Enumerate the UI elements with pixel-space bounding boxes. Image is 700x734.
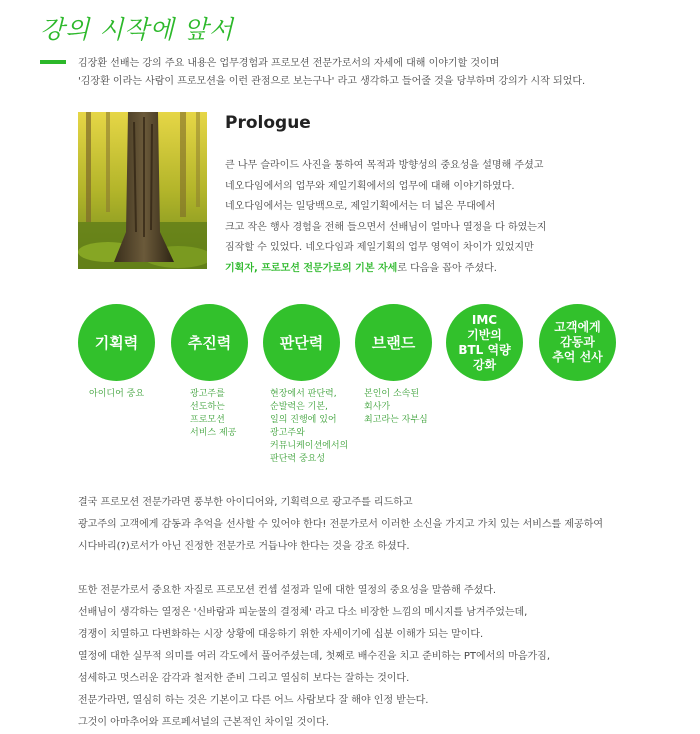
accent-bar <box>40 60 66 64</box>
circle-imc-btl: IMC 기반의 BTL 역량 강화 <box>446 304 523 381</box>
prologue-body <box>225 156 547 279</box>
circle-judgment: 판단력 <box>263 304 340 381</box>
prologue-line-rest: 로 다음을 꼽아 주셨다. <box>397 262 497 274</box>
closing-line: 그것이 아마추어와 프로페셔널의 근본적인 차이일 것이다. <box>78 717 329 728</box>
closing-line: 전문가라면, 열심히 하는 것은 기본이고 다른 어느 사람보다 잘 해야 인정 받는다. <box>78 695 429 706</box>
prologue-line: 짐작할 수 있었다. 네오다임과 제일기획의 업무 영역이 차이가 있었지만 <box>225 242 534 253</box>
circle-drive: 추진력 <box>171 304 248 381</box>
circle-brand: 브랜드 <box>355 304 432 381</box>
prologue-line: 크고 작은 행사 경험을 전해 들으면서 선배님이 얼마나 열정을 다 하였는지 <box>225 221 547 233</box>
page-title: 강의 시작에 앞서 <box>40 15 234 44</box>
circle-customer: 고객에게 감동과 추억 선사 <box>539 304 616 381</box>
prologue-line: 큰 나무 슬라이드 사진을 통하여 목적과 방향성의 중요성을 설명해 주셨고 <box>225 160 544 171</box>
closing-line: 광고주의 고객에게 감동과 추억을 선사할 수 있어야 한다! 전문가로서 이러한 소신을 가지고 가치 있는 서비스를 제공하여 <box>78 519 604 530</box>
desc-drive: 광고주를 선도하는 프로모션 서비스 제공 <box>190 389 237 438</box>
tree-photo <box>78 112 207 269</box>
closing-line: 시다바리(?)로서가 아닌 진정한 전문가로 거듭나야 한다는 것을 강조 하셨다. <box>78 541 410 552</box>
desc-brand: 본인이 소속된 회사가 최고라는 자부심 <box>364 389 428 425</box>
closing-line: 섬세하고 멋스러운 감각과 철저한 준비 그리고 열심히 보다는 잘하는 것이다. <box>78 673 410 684</box>
prologue-line: 네오다임에서는 일당백으로, 제일기획에서는 더 넓은 무대에서 <box>225 201 496 212</box>
closing-line: 열정에 대한 실무적 의미를 여러 각도에서 풀어주셨는데, 첫째로 배수진을 치고 준비하는 PT에서의 마음가짐, <box>78 651 551 662</box>
prologue-last-line <box>225 259 547 280</box>
prologue-line: 네오다임에서의 업무와 제일기획에서의 업무에 대해 이야기하였다. <box>225 180 515 192</box>
paragraph-gap <box>78 558 603 580</box>
desc-judgment: 현장에서 판단력, 순발력은 기본, 일의 진행에 있어 광고주와 커뮤니케이션에서의 판단력 중요성 <box>270 389 349 464</box>
prologue-heading: Prologue <box>225 113 311 133</box>
closing-line: 경쟁이 치열하고 다변화하는 시장 상황에 대응하기 위한 자세이기에 십분 이해가 되는 말이다. <box>78 629 484 640</box>
closing-text <box>78 492 603 734</box>
intro-line: 김장환 선배는 강의 주요 내용은 업무경험과 프로모션 전문가로서의 자세에 대해 이야기할 것이며 <box>78 58 500 69</box>
intro-text <box>78 55 585 91</box>
closing-line: 또한 전문가로서 중요한 자질로 프로모션 컨셉 설정과 일에 대한 열정의 중요성을 말씀해 주셨다. <box>78 585 497 596</box>
closing-line: 선배님이 생각하는 열정은 '신바람과 피눈물의 결정체' 라고 다소 비장한 느낌의 메시지를 남겨주었는데, <box>78 607 528 618</box>
closing-line: 결국 프로모션 전문가라면 풍부한 아이디어와, 기획력으로 광고주를 리드하고 <box>78 497 413 508</box>
circle-planning: 기획력 <box>78 304 155 381</box>
intro-line: '김장환 이라는 사람이 프로모션을 이런 관점으로 보는구나' 라고 생각하고 들어줄 것을 당부하며 강의가 시작 되었다. <box>78 76 586 87</box>
desc-planning: 아이디어 중요 <box>89 389 145 399</box>
highlight-text: 기획자, 프로모션 전문가로의 기본 자세 <box>225 262 398 274</box>
